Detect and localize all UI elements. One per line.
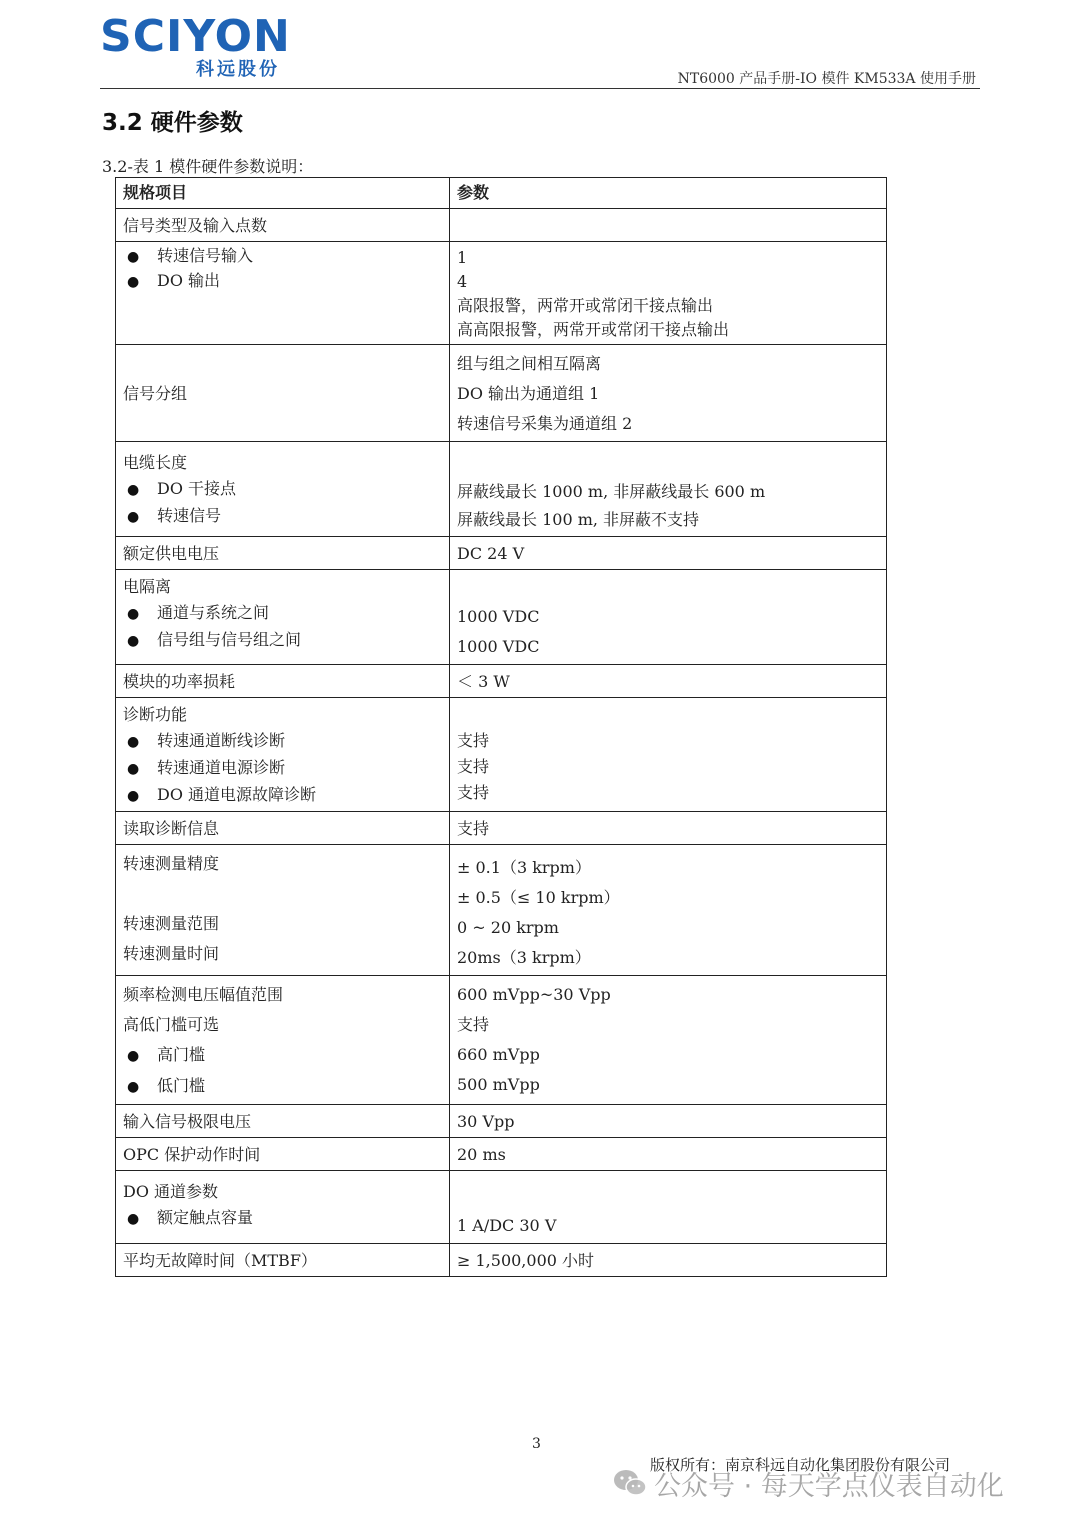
spec-line: 转速测量精度 — [123, 854, 220, 873]
value-cell — [450, 812, 887, 845]
wechat-watermark — [612, 1466, 1004, 1500]
table-row — [116, 242, 887, 345]
table-row — [116, 976, 887, 1105]
spec-cell — [116, 570, 450, 665]
value-line: 600 mVpp~30 Vpp — [457, 985, 611, 1004]
value-line: 屏蔽线最长 100 m, 非屏蔽不支持 — [457, 510, 700, 529]
spec-cell — [116, 665, 450, 698]
spec-cell — [116, 1105, 450, 1138]
table-row — [116, 1171, 887, 1244]
value-line — [457, 702, 879, 728]
value-cell — [450, 345, 887, 442]
value-line: 1 — [457, 248, 468, 267]
value-cell — [450, 242, 887, 345]
spec-line: 频率检测电压幅值范围 — [123, 985, 284, 1004]
spec-line: 高低门槛可选 — [123, 1015, 220, 1034]
value-cell — [450, 976, 887, 1105]
spec-bullet: ● 转速信号输入 — [123, 244, 442, 269]
value-line: 20ms（3 krpm） — [457, 948, 591, 967]
value-line: ＜ 3 W — [457, 672, 510, 691]
spec-line: 读取诊断信息 — [123, 819, 220, 838]
value-cell — [450, 1138, 887, 1171]
spec-line: 模块的功率损耗 — [123, 672, 236, 691]
spec-cell — [116, 242, 450, 345]
spec-bullet: ● 高门槛 — [123, 1040, 442, 1071]
value-line: DC 24 V — [457, 544, 525, 563]
spec-line — [123, 879, 442, 909]
spec-line: 信号类型及输入点数 — [123, 216, 268, 235]
logo-text: SCIYON — [100, 11, 291, 62]
value-cell — [450, 570, 887, 665]
table-row — [116, 698, 887, 812]
value-line: 1 A/DC 30 V — [457, 1216, 557, 1235]
value-line: 660 mVpp — [457, 1045, 540, 1064]
value-line: 30 Vpp — [457, 1112, 515, 1131]
table-row — [116, 1244, 887, 1277]
value-cell — [450, 665, 887, 698]
spec-cell — [116, 976, 450, 1105]
spec-line: 电隔离 — [123, 577, 172, 596]
spec-cell — [116, 442, 450, 537]
table-row — [116, 345, 887, 442]
value-line: 高高限报警，两常开或常闭干接点输出 — [457, 320, 730, 339]
header-spec-item: 规格项目 — [116, 178, 450, 209]
spec-cell — [116, 1244, 450, 1277]
value-line: 转速信号采集为通道组 2 — [457, 414, 633, 433]
value-line: 支持 — [457, 783, 490, 802]
spec-cell — [116, 345, 450, 442]
document-header-title: NT6000 产品手册-IO 模件 KM533A 使用手册 — [677, 71, 976, 87]
value-line: ± 0.5（≤ 10 krpm） — [457, 888, 620, 907]
value-line: DO 输出为通道组 1 — [457, 384, 600, 403]
table-row — [116, 570, 887, 665]
table-row — [116, 812, 887, 845]
spec-bullet: ● DO 通道电源故障诊断 — [123, 782, 442, 809]
hardware-parameter-table — [115, 177, 887, 1277]
spec-cell — [116, 845, 450, 976]
table-row — [116, 1138, 887, 1171]
copyright-notice: 版权所有：南京科远自动化集团股份有限公司 — [650, 1456, 951, 1474]
value-line: 1000 VDC — [457, 607, 540, 626]
spec-bullet: ● 信号组与信号组之间 — [123, 627, 442, 654]
table-row — [116, 442, 887, 537]
value-cell — [450, 1171, 887, 1244]
logo-subtitle: 科远股份 — [196, 59, 280, 80]
table-header-row — [116, 178, 887, 209]
spec-line: 转速测量时间 — [123, 944, 220, 963]
spec-cell — [116, 1171, 450, 1244]
value-line: 支持 — [457, 1015, 490, 1034]
value-line: ± 0.1（3 krpm） — [457, 858, 591, 877]
value-line: 支持 — [457, 819, 490, 838]
company-logo — [100, 11, 300, 82]
table-row — [116, 537, 887, 570]
page-number: 3 — [532, 1436, 541, 1452]
spec-line: OPC 保护动作时间 — [123, 1145, 261, 1164]
spec-bullet: ● DO 干接点 — [123, 476, 442, 503]
value-line — [457, 572, 879, 602]
header-divider — [100, 88, 980, 89]
value-cell — [450, 537, 887, 570]
table-row — [116, 845, 887, 976]
value-line: 4 — [457, 272, 468, 291]
spec-cell — [116, 1138, 450, 1171]
value-line: 500 mVpp — [457, 1075, 540, 1094]
watermark-text: 公众号 · 每天学点仪表自动化 — [654, 1470, 1004, 1502]
spec-line: 输入信号极限电压 — [123, 1112, 252, 1131]
value-cell — [450, 1244, 887, 1277]
spec-bullet: ● 低门槛 — [123, 1071, 442, 1102]
spec-bullet: ● 转速信号 — [123, 503, 442, 530]
value-line: 支持 — [457, 757, 490, 776]
value-line: 20 ms — [457, 1145, 506, 1164]
spec-bullet: ● 通道与系统之间 — [123, 600, 442, 627]
spec-line: DO 通道参数 — [123, 1182, 219, 1201]
value-cell — [450, 1105, 887, 1138]
value-line: ≥ 1,500,000 小时 — [457, 1251, 595, 1270]
value-cell — [450, 845, 887, 976]
value-line — [457, 1181, 879, 1211]
header-parameter: 参数 — [450, 178, 887, 209]
spec-bullet: ● 转速通道断线诊断 — [123, 728, 442, 755]
spec-bullet: ● 转速通道电源诊断 — [123, 755, 442, 782]
spec-cell — [116, 698, 450, 812]
table-row — [116, 209, 887, 242]
value-cell — [450, 209, 887, 242]
spec-bullet: ● 额定触点容量 — [123, 1205, 442, 1232]
value-line: 组与组之间相互隔离 — [457, 354, 602, 373]
spec-cell — [116, 812, 450, 845]
spec-line: 额定供电电压 — [123, 544, 220, 563]
spec-line: 转速测量范围 — [123, 914, 220, 933]
spec-line: 电缆长度 — [123, 453, 188, 472]
value-line: 高限报警，两常开或常闭干接点输出 — [457, 296, 714, 315]
section-title: 3.2 硬件参数 — [102, 110, 243, 136]
table-row — [116, 665, 887, 698]
spec-cell — [116, 537, 450, 570]
spec-line: 诊断功能 — [123, 705, 188, 724]
table-row — [116, 1105, 887, 1138]
value-line: 0 ~ 20 krpm — [457, 918, 559, 937]
table-caption: 3.2-表 1 模件硬件参数说明： — [102, 157, 314, 176]
value-line — [457, 450, 879, 478]
value-line: 支持 — [457, 731, 490, 750]
spec-line: 信号分组 — [123, 384, 188, 403]
wechat-icon — [612, 1468, 648, 1498]
value-cell — [450, 442, 887, 537]
spec-line: 平均无故障时间（MTBF） — [123, 1251, 317, 1270]
spec-bullet: ● DO 输出 — [123, 269, 442, 294]
value-line: 1000 VDC — [457, 637, 540, 656]
spec-cell — [116, 209, 450, 242]
value-line: 屏蔽线最长 1000 m, 非屏蔽线最长 600 m — [457, 482, 766, 501]
value-cell — [450, 698, 887, 812]
